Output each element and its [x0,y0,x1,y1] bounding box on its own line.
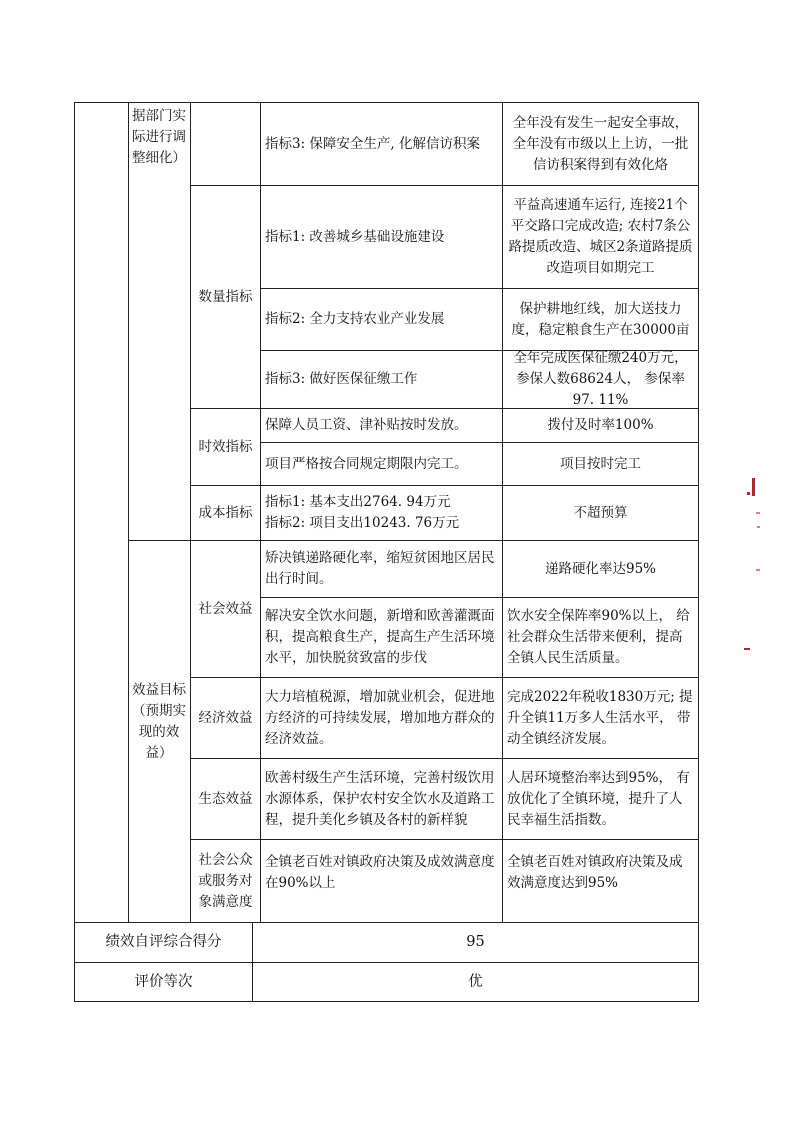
seal-mark [752,478,755,496]
score-label: 绩效自评综合得分 [105,934,222,950]
value-cell: 人居环境整治率达到95%， 有放优化了全镇环境，提升了人民幸福生活指数。 [507,769,690,828]
seal-mark [744,648,750,650]
score-value: 95 [466,934,485,950]
grade-label: 评价等次 [134,973,193,990]
seal-mark [747,492,750,495]
indicator-cell: 项目严格按合同规定期限内完工。 [265,455,468,472]
subcategory-economic: 经济效益 [198,709,253,726]
subcategory-quantity: 数量指标 [198,288,253,305]
indicator-cell: 全镇老百姓对镇政府决策及成效满意度在90%以上 [265,854,495,891]
value-cell: 饮水安全保阵率90%以上， 给社会群众生活带来便利，提高全镇人民生活质量。 [507,608,690,666]
value-cell: 平益高速通车运行, 连接21个平交路口完成改造; 农村7条公路提质改造、城区2条道路提质改造项目如期完工 [508,197,693,276]
value-cell: 完成2022年税收1830万元; 提升全镇11万多人生活水平， 带动全镇经济发展。 [507,688,693,747]
value-cell: 全镇老百姓对镇政府决策及成效满意度达到95% [507,854,683,891]
grid-line [128,102,129,922]
subcategory-ecological: 生态效益 [198,790,253,807]
indicator-cell: 解决安全饮水问题，新增和欧善灌溉面积，提高粮食生产，提高生产生活环境水平，加快脱贫致富的步伐 [265,608,495,666]
grid-line [74,1001,699,1002]
indicator-line: 指标1: 基本支出2764. 94万元 [265,494,451,510]
indicator-cell: 矫决镇递路硬化率，缩短贫困地区居民出行时间。 [265,550,495,587]
value-cell: 拨付及时率100% [547,417,654,433]
subcategory-timeliness: 时效指标 [198,438,253,455]
value-cell: 项目按时完工 [560,455,641,472]
category-label: 据部门实际进行调整细化） [132,108,186,166]
category-label-benefit: 效益目标（预期实现的效益） [132,682,186,761]
subcategory-satisfaction: 社会公众或服务对象满意度 [198,851,253,910]
grade-value: 优 [468,973,483,990]
value-cell: 全年完成医保征缴240万元， 参保人数68624人， 参保率97. 11% [513,350,688,408]
indicator-cell: 保障人员工资、津补贴按时发放。 [265,417,468,433]
grid-line [74,102,75,1002]
performance-table [74,102,699,1002]
value-cell: 保护耕地红线，加大送技力度，稳定粮食生产在30000亩 [511,300,690,338]
indicator-cell: 指标3: 保障安全生产, 化解信访积案 [265,135,481,152]
indicator-cell: 指标2: 全力支持农业产业发展 [265,311,445,327]
subcategory-cost: 成本指标 [198,504,253,521]
indicator-cell: 指标1: 改善城乡基础设施建设 [265,228,445,245]
seal-mark [756,512,760,514]
indicator-cell: 指标3: 做好医保征缴工作 [265,371,418,387]
indicator-cell: 欧善村级生产生活环境，完善村级饮用水源体系，保护农村安全饮水及道路工程，提升美化乡镇及各村的新样貌 [265,769,495,828]
subcategory-social: 社会效益 [198,600,253,617]
indicator-cell [261,486,502,540]
indicator-line: 指标2: 项目支出10243. 76万元 [265,515,460,531]
seal-mark [757,526,760,528]
value-cell: 递路硬化率达95% [544,560,656,577]
grid-line [698,102,699,1002]
value-cell: 全年没有发生一起安全事故，全年没有市级以上上访，一批信访积案得到有效化烙 [512,114,689,173]
indicator-cell: 大力培植税源，增加就业机会，促进地方经济的可持续发展，增加地方群众的经济效益。 [265,688,495,747]
seal-mark [756,569,760,571]
value-cell: 不超预算 [573,504,628,521]
